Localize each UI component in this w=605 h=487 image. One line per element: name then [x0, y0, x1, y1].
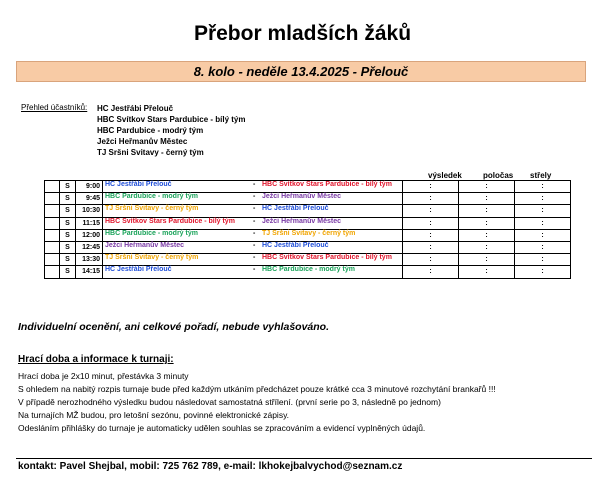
match-separator: -	[253, 266, 256, 274]
shots-cell: :	[515, 217, 571, 229]
participant-item: HBC Pardubice - modrý tým	[97, 126, 204, 135]
match-separator: -	[253, 241, 256, 249]
home-team: HBC Pardubice - modrý tým	[105, 193, 198, 201]
away-team: HBC Svítkov Stars Pardubice - bílý tým	[262, 181, 392, 188]
match-separator: -	[253, 205, 256, 213]
half-cell: :	[459, 193, 515, 205]
result-cell: :	[403, 193, 459, 205]
day-cell: S	[60, 193, 76, 205]
round-banner: 8. kolo - neděle 13.4.2025 - Přelouč	[16, 61, 586, 82]
half-cell: :	[459, 229, 515, 241]
match-cell	[103, 181, 403, 193]
away-team: Ježci Heřmanův Městec	[262, 217, 341, 225]
match-row	[45, 266, 571, 278]
blank-cell	[45, 229, 60, 241]
participant-item: HC Jestřábi Přelouč	[97, 104, 174, 113]
blank-cell	[45, 217, 60, 229]
schedule-table	[44, 180, 571, 279]
home-team: HC Jestřábi Přelouč	[105, 181, 172, 188]
blank-cell	[45, 241, 60, 253]
participant-item: TJ Sršni Svitavy - černý tým	[97, 148, 204, 157]
home-team: TJ Sršni Svitavy - černý tým	[105, 254, 199, 262]
away-team: Ježci Heřmanův Městec	[262, 193, 341, 201]
home-team: HC Jestřábi Přelouč	[105, 266, 172, 274]
match-row	[45, 205, 571, 217]
away-team: HBC Svítkov Stars Pardubice - bílý tým	[262, 254, 392, 262]
away-team: HC Jestřábi Přelouč	[262, 205, 329, 213]
shots-cell: :	[515, 181, 571, 193]
match-cell	[103, 266, 403, 278]
time-cell: 10:30	[76, 205, 103, 217]
result-cell: :	[403, 229, 459, 241]
away-team: HC Jestřábi Přelouč	[262, 241, 329, 249]
column-header-shots: střely	[530, 171, 552, 180]
contact-text: kontakt: Pavel Shejbal, mobil: 725 762 789, e-mail: lkhokejbalvychod@seznam.cz	[18, 461, 403, 472]
day-cell: S	[60, 241, 76, 253]
half-cell: :	[459, 254, 515, 266]
result-cell: :	[403, 217, 459, 229]
match-separator: -	[253, 193, 256, 201]
away-team: HBC Pardubice - modrý tým	[262, 266, 355, 274]
half-cell: :	[459, 266, 515, 278]
home-team: HBC Svítkov Stars Pardubice - bílý tým	[105, 217, 235, 225]
match-cell	[103, 241, 403, 253]
match-cell	[103, 217, 403, 229]
participants-list	[97, 103, 246, 158]
time-cell: 11:15	[76, 217, 103, 229]
day-cell: S	[60, 217, 76, 229]
match-row	[45, 181, 571, 193]
match-cell	[103, 254, 403, 266]
blank-cell	[45, 266, 60, 278]
match-cell	[103, 193, 403, 205]
notice-text: Individuelní ocenění, ani celkové pořadí, nebude vyhlašováno.	[18, 321, 329, 333]
match-row	[45, 217, 571, 229]
home-team: Ježci Heřmanův Městec	[105, 241, 184, 249]
blank-cell	[45, 181, 60, 193]
day-cell: S	[60, 205, 76, 217]
column-header-result: výsledek	[428, 171, 462, 180]
match-row	[45, 229, 571, 241]
page-title: Přebor mladších žáků	[193, 22, 412, 45]
away-team: TJ Sršni Svitavy - černý tým	[262, 229, 356, 237]
half-cell: :	[459, 241, 515, 253]
result-cell: :	[403, 205, 459, 217]
shots-cell: :	[515, 254, 571, 266]
shots-cell: :	[515, 205, 571, 217]
match-separator: -	[253, 217, 256, 225]
blank-cell	[45, 205, 60, 217]
half-cell: :	[459, 181, 515, 193]
info-line: Odesláním přihlášky do turnaje je automaticky udělen souhlas se zpracováním a evidencí vyplněných údajů.	[18, 423, 426, 433]
shots-cell: :	[515, 193, 571, 205]
shots-cell: :	[515, 229, 571, 241]
contact-divider	[16, 458, 592, 459]
half-cell: :	[459, 205, 515, 217]
match-row	[45, 193, 571, 205]
shots-cell: :	[515, 266, 571, 278]
match-row	[45, 241, 571, 253]
time-cell: 12:00	[76, 229, 103, 241]
blank-cell	[45, 254, 60, 266]
info-line: Hrací doba je 2x10 minut, přestávka 3 minuty	[18, 371, 189, 381]
result-cell: :	[403, 266, 459, 278]
info-line: V případě nerozhodného výsledku budou následovat samostatná střílení. (první serie po 3, následně po jednom)	[18, 397, 441, 407]
participants-label: Přehled účastníků:	[21, 103, 88, 112]
time-cell: 14:15	[76, 266, 103, 278]
blank-cell	[45, 193, 60, 205]
match-separator: -	[253, 254, 256, 262]
column-header-half: poločas	[483, 171, 514, 180]
time-cell: 12:45	[76, 241, 103, 253]
participant-item: HBC Svítkov Stars Pardubice - bílý tým	[97, 115, 246, 124]
match-cell	[103, 205, 403, 217]
result-cell: :	[403, 181, 459, 193]
match-cell	[103, 229, 403, 241]
info-block	[18, 370, 496, 435]
match-separator: -	[253, 181, 256, 188]
time-cell: 9:00	[76, 181, 103, 193]
half-cell: :	[459, 217, 515, 229]
info-heading: Hrací doba a informace k turnaji:	[18, 354, 174, 365]
time-cell: 13:30	[76, 254, 103, 266]
result-cell: :	[403, 241, 459, 253]
day-cell: S	[60, 229, 76, 241]
day-cell: S	[60, 266, 76, 278]
day-cell: S	[60, 254, 76, 266]
participant-item: Ježci Heřmanův Městec	[97, 137, 188, 146]
info-line: S ohledem na nabitý rozpis turnaje bude před každým utkáním předcházet pouze krátké cca 3 minutové rozchytání brankařů !!!	[18, 384, 496, 394]
info-line: Na turnajích MŽ budou, pro letošní sezónu, povinné elektronické zápisy.	[18, 410, 290, 420]
result-cell: :	[403, 254, 459, 266]
time-cell: 9:45	[76, 193, 103, 205]
home-team: TJ Sršni Svitavy - černý tým	[105, 205, 199, 213]
match-row	[45, 254, 571, 266]
home-team: HBC Pardubice - modrý tým	[105, 229, 198, 237]
shots-cell: :	[515, 241, 571, 253]
day-cell: S	[60, 181, 76, 193]
match-separator: -	[253, 229, 256, 237]
